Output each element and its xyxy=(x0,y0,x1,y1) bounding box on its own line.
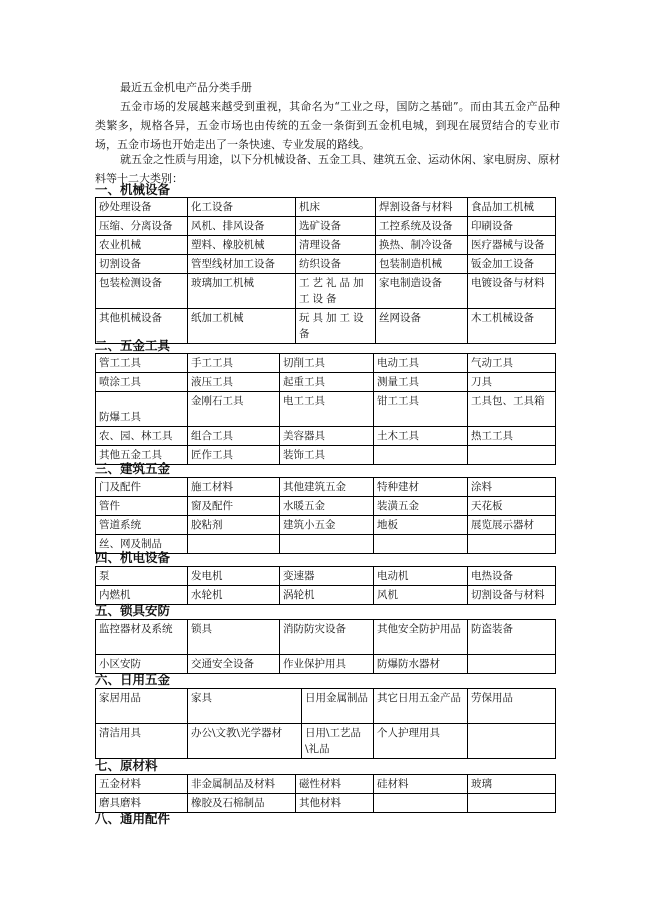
table-cell: 机床 xyxy=(296,198,376,217)
table-cell: 塑料、橡胶机械 xyxy=(188,236,296,255)
table-cell: 变速器 xyxy=(280,567,374,586)
table-row xyxy=(96,255,556,274)
table-cell: 磁性材料 xyxy=(296,775,374,794)
table-cell: 展览展示器材 xyxy=(468,516,556,535)
table-cell: 日用金属制品 xyxy=(302,689,374,724)
table-row xyxy=(96,586,556,605)
table-cell: 其他安全防护用品 xyxy=(374,620,468,655)
table-cell: 喷涂工具 xyxy=(96,373,188,392)
table-cell: 电工工具 xyxy=(280,392,374,427)
table-locks-security xyxy=(95,619,556,674)
table-cell: 砂处理设备 xyxy=(96,198,188,217)
section-heading-tools: 二、五金工具 xyxy=(95,338,171,353)
table-cell: 电动工具 xyxy=(374,354,468,373)
table-cell: 刀具 xyxy=(468,373,556,392)
table-row xyxy=(96,478,556,497)
table-cell xyxy=(374,794,468,813)
table-row xyxy=(96,724,556,759)
table-cell: 焊割设备与材料 xyxy=(376,198,468,217)
table-cell: 水暖五金 xyxy=(280,497,374,516)
table-cell: 建筑小五金 xyxy=(280,516,374,535)
document-title: 最近五金机电产品分类手册 xyxy=(120,81,252,94)
table-cell: 内燃机 xyxy=(96,586,188,605)
section-heading-general-parts: 八、通用配件 xyxy=(95,811,171,826)
table-cell: 五金材料 xyxy=(96,775,188,794)
table-cell: 工具包、工具箱 xyxy=(468,392,556,427)
table-cell: 非金属制品及材料 xyxy=(188,775,296,794)
table-cell: 管件 xyxy=(96,497,188,516)
table-cell: 包装制造机械 xyxy=(376,255,468,274)
table-cell: 玻璃加工机械 xyxy=(188,274,296,309)
table-cell: 医疗器械与设备 xyxy=(468,236,556,255)
section-heading-locks-security: 五、锁具安防 xyxy=(95,603,171,618)
table-cell: 其他建筑五金 xyxy=(280,478,374,497)
table-cell xyxy=(468,794,556,813)
table-cell: 个人护理用具 xyxy=(374,724,468,759)
section-heading-machinery: 一、机械设备 xyxy=(95,182,171,197)
table-cell: 工控系统及设备 xyxy=(376,217,468,236)
table-cell: 钳工工具 xyxy=(374,392,468,427)
table-cell xyxy=(374,535,468,554)
table-cell: 清理设备 xyxy=(296,236,376,255)
table-row xyxy=(96,198,556,217)
table-row xyxy=(96,354,556,373)
table-cell: 电动机 xyxy=(374,567,468,586)
section-heading-daily-hardware: 六、日用五金 xyxy=(95,672,171,687)
table-cell xyxy=(374,446,468,465)
table-cell: 匠作工具 xyxy=(188,446,280,465)
table-cell: 纸加工机械 xyxy=(188,309,296,344)
table-cell xyxy=(468,724,556,759)
table-cell: 其它日用五金产品 xyxy=(374,689,468,724)
table-cell: 切割设备 xyxy=(96,255,188,274)
table-cell: 木工机械设备 xyxy=(468,309,556,344)
table-cell: 切割设备与材料 xyxy=(468,586,556,605)
intro-paragraph-2: 就五金之性质与用途，以下分机械设备、五金工具、建筑五金、运动休闲、家电厨房、原材料等十二大类别： xyxy=(95,153,560,185)
table-cell: 天花板 xyxy=(468,497,556,516)
table-cell: 化工设备 xyxy=(188,198,296,217)
table-cell: 工艺礼品加工设备 xyxy=(296,274,376,309)
table-cell: 金刚石工具 xyxy=(188,392,280,427)
table-cell: 施工材料 xyxy=(188,478,280,497)
table-cell: 农、园、林工具 xyxy=(96,427,188,446)
table-building-hardware xyxy=(95,477,556,554)
table-row xyxy=(96,274,556,309)
table-cell: 组合工具 xyxy=(188,427,280,446)
table-cell: 小区安防 xyxy=(96,655,188,674)
table-cell: 包装检测设备 xyxy=(96,274,188,309)
table-row xyxy=(96,620,556,655)
table-cell: 防爆工具 xyxy=(96,392,188,427)
table-cell: 特种建材 xyxy=(374,478,468,497)
table-cell: 日用\工艺品\礼品 xyxy=(302,724,374,759)
table-cell: 其他机械设备 xyxy=(96,309,188,344)
table-cell: 锁具 xyxy=(188,620,280,655)
table-cell: 水轮机 xyxy=(188,586,280,605)
table-cell: 泵 xyxy=(96,567,188,586)
table-cell: 家居用品 xyxy=(96,689,188,724)
table-cell xyxy=(468,655,556,674)
table-cell: 风机 xyxy=(374,586,468,605)
table-row xyxy=(96,655,556,674)
table-row xyxy=(96,775,556,794)
table-cell: 换热、制冷设备 xyxy=(376,236,468,255)
table-cell: 印刷设备 xyxy=(468,217,556,236)
table-row xyxy=(96,689,556,724)
table-cell: 防盗装备 xyxy=(468,620,556,655)
intro-paragraph-1: 五金市场的发展越来越受到重视，其命名为“工业之母，国防之基础”。而由其五金产品种类繁多，规格各异，五金市场也由传统的五金一条街到五金机电城，到现在展贸结合的专业市场，五金市场也开始走出了一条快速、专业发展的路线。 xyxy=(95,100,560,151)
table-cell: 窗及配件 xyxy=(188,497,280,516)
table-row xyxy=(96,217,556,236)
table-cell: 门及配件 xyxy=(96,478,188,497)
table-cell: 选矿设备 xyxy=(296,217,376,236)
table-cell: 磨具磨料 xyxy=(96,794,188,813)
table-cell: 管型线材加工设备 xyxy=(188,255,296,274)
table-daily-hardware xyxy=(95,688,556,759)
table-cell: 家具 xyxy=(188,689,302,724)
table-row xyxy=(96,497,556,516)
table-row xyxy=(96,794,556,813)
table-cell: 装饰工具 xyxy=(280,446,374,465)
table-cell: 美容器具 xyxy=(280,427,374,446)
table-row xyxy=(96,373,556,392)
table-cell: 消防防灾设备 xyxy=(280,620,374,655)
table-cell: 液压工具 xyxy=(188,373,280,392)
table-cell xyxy=(188,535,280,554)
table-row xyxy=(96,392,556,427)
table-cell: 丝网设备 xyxy=(376,309,468,344)
table-cell: 交通安全设备 xyxy=(188,655,280,674)
table-cell: 地板 xyxy=(374,516,468,535)
table-cell: 办公\文教\光学器材 xyxy=(188,724,302,759)
table-cell: 胶粘剂 xyxy=(188,516,280,535)
table-cell: 家电制造设备 xyxy=(376,274,468,309)
table-cell: 劳保用品 xyxy=(468,689,556,724)
table-cell xyxy=(280,535,374,554)
table-cell: 测量工具 xyxy=(374,373,468,392)
table-cell: 管道系统 xyxy=(96,516,188,535)
table-cell: 手工工具 xyxy=(188,354,280,373)
table-cell xyxy=(468,535,556,554)
table-cell: 电镀设备与材料 xyxy=(468,274,556,309)
table-cell: 农业机械 xyxy=(96,236,188,255)
section-heading-electromechanical: 四、机电设备 xyxy=(95,550,171,565)
table-cell: 电热设备 xyxy=(468,567,556,586)
table-cell: 涡轮机 xyxy=(280,586,374,605)
table-cell: 作业保护用具 xyxy=(280,655,374,674)
table-cell: 装潢五金 xyxy=(374,497,468,516)
table-cell: 发电机 xyxy=(188,567,280,586)
table-cell: 起重工具 xyxy=(280,373,374,392)
table-raw-materials xyxy=(95,774,556,813)
table-cell: 涂料 xyxy=(468,478,556,497)
table-cell: 防爆防水器材 xyxy=(374,655,468,674)
table-cell: 土木工具 xyxy=(374,427,468,446)
table-tools xyxy=(95,353,556,465)
table-electromechanical xyxy=(95,566,556,605)
section-heading-building-hardware: 三、建筑五金 xyxy=(95,461,171,476)
table-cell: 橡胶及石棉制品 xyxy=(188,794,296,813)
table-cell: 其他材料 xyxy=(296,794,374,813)
table-cell: 切削工具 xyxy=(280,354,374,373)
table-cell xyxy=(468,446,556,465)
section-heading-raw-materials: 七、原材料 xyxy=(95,758,158,773)
table-machinery xyxy=(95,197,556,344)
table-row xyxy=(96,427,556,446)
table-cell: 食品加工机械 xyxy=(468,198,556,217)
table-cell: 玩具加工设备 xyxy=(296,309,376,344)
table-row xyxy=(96,567,556,586)
table-cell: 硅材料 xyxy=(374,775,468,794)
table-cell: 气动工具 xyxy=(468,354,556,373)
table-cell: 钣金加工设备 xyxy=(468,255,556,274)
table-cell: 纺织设备 xyxy=(296,255,376,274)
table-cell: 其他五金工具 xyxy=(96,446,188,465)
table-row xyxy=(96,516,556,535)
table-cell: 清洁用具 xyxy=(96,724,188,759)
table-cell: 压缩、分离设备 xyxy=(96,217,188,236)
table-row xyxy=(96,236,556,255)
table-cell: 玻璃 xyxy=(468,775,556,794)
table-cell: 管工工具 xyxy=(96,354,188,373)
table-cell: 监控器材及系统 xyxy=(96,620,188,655)
table-cell: 热工工具 xyxy=(468,427,556,446)
table-cell: 风机、排风设备 xyxy=(188,217,296,236)
table-cell: 丝、网及制品 xyxy=(96,535,188,554)
